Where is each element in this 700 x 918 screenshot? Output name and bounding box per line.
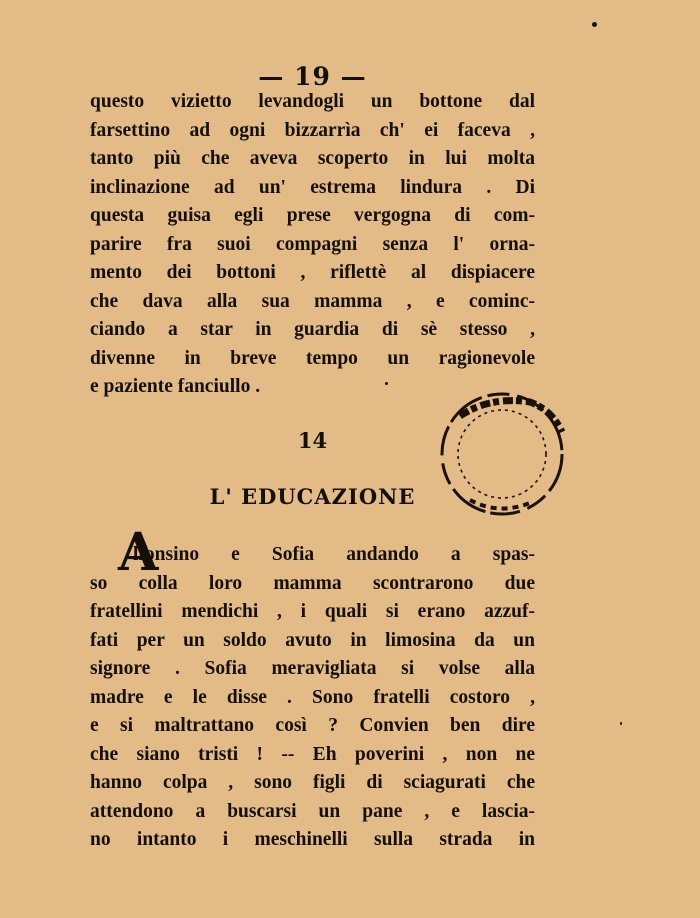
ink-speck [592, 22, 597, 27]
text-line: lfonsino e Sofia andando a spas- [133, 544, 535, 565]
drop-cap: A [118, 522, 159, 583]
ink-speck [385, 382, 388, 385]
page-number: — 19 — [258, 62, 367, 91]
text-line: attendono a buscarsi un pane , e lascia- [90, 800, 535, 822]
text-line: hanno colpa , sono figli di sciagurati che [90, 772, 535, 793]
text-line: inclinazione ad un' estrema lindura . Di [90, 176, 535, 198]
paragraph-educazione [90, 541, 535, 855]
text-line: fati per un soldo avuto in limosina da un [90, 629, 535, 651]
text-line: madre e le disse . Sono fratelli costoro , [90, 686, 535, 708]
text-line: so colla loro mamma scontrarono due [90, 572, 535, 594]
text-line: ciando a star in guardia di sè stesso , [90, 319, 535, 340]
text-line: che dava alla sua mamma , e cominc- [90, 290, 535, 312]
text-line: signore . Sofia meravigliata si volse alla [90, 658, 535, 679]
text-line: farsettino ad ogni bizzarrìa ch' ei faceva , [90, 119, 535, 141]
text-line: parire fra suoi compagni senza l' orna- [90, 233, 535, 255]
text-line: divenne in breve tempo un ragionevole [90, 347, 535, 369]
text-line: fratellini mendichi , i quali si erano azzuf- [90, 601, 535, 622]
text-line: che siano tristi ! -- Eh poverini , non ne [90, 743, 535, 765]
text-line: no intanto i meschinelli sulla strada in [90, 829, 535, 850]
text-line: mento dei bottoni , riflettè al dispiacere [90, 262, 535, 283]
text-line: e paziente fanciullo . [90, 376, 261, 397]
text-line: questo vizietto levandogli un bottone dal [90, 91, 535, 112]
text-line: tanto più che aveva scoperto in lui molta [90, 148, 535, 169]
text-line: questa guisa egli prese vergogna di com- [90, 205, 535, 226]
section-number: 14 [297, 428, 328, 453]
library-stamp-icon [430, 388, 570, 518]
paragraph-continued [90, 88, 535, 402]
text-line: e si maltrattano così ? Convien ben dire [90, 715, 535, 736]
ink-speck [620, 722, 622, 725]
section-title: L' EDUCAZIONE [209, 484, 416, 509]
